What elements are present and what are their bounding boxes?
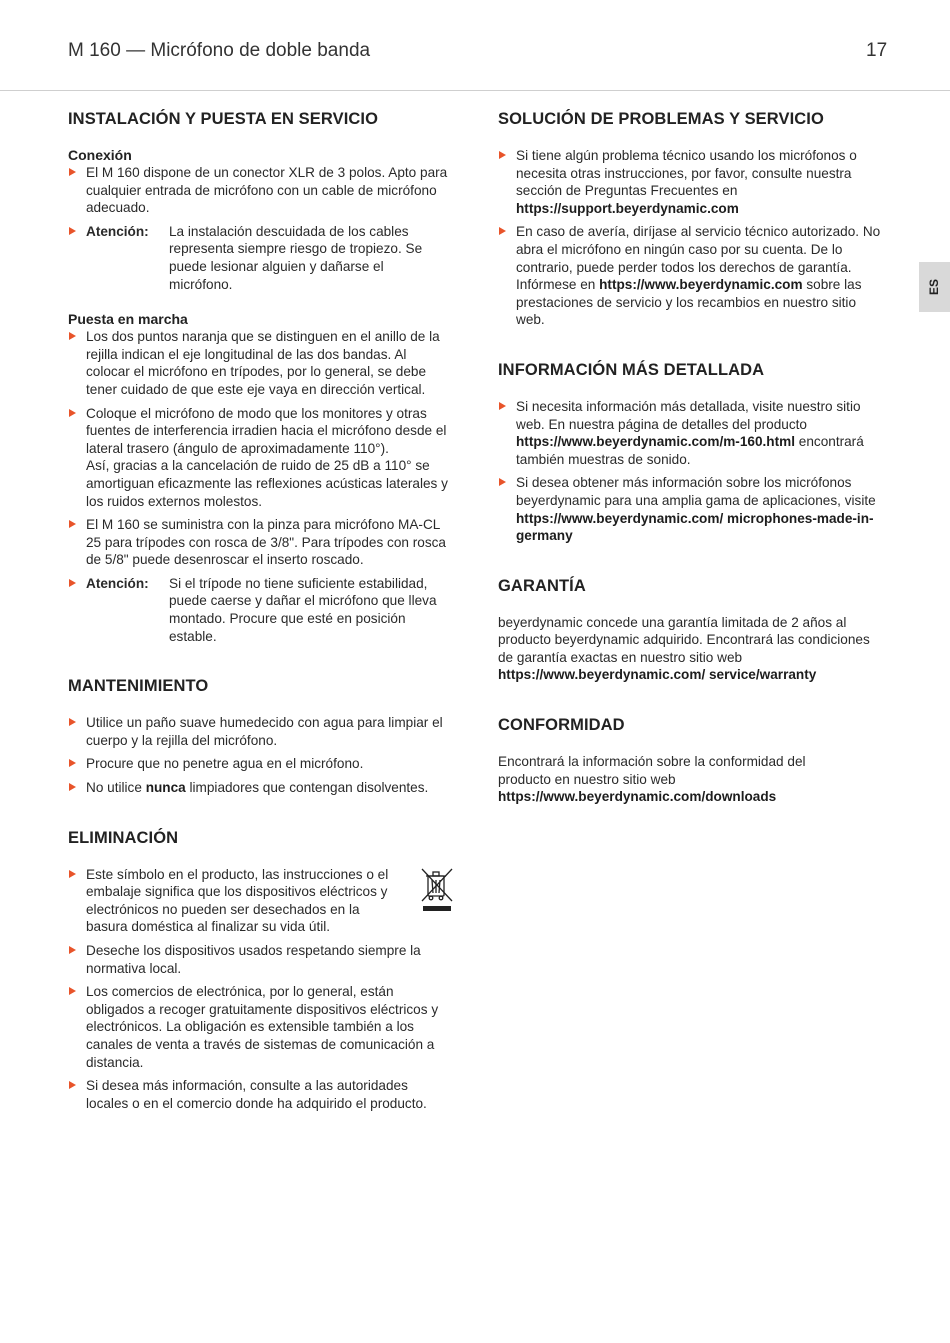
text-fragment: sobre las prestaciones de servicio y los recambios en nuestro sitio web. (516, 277, 862, 328)
subheading-puesta: Puesta en marcha (68, 311, 188, 328)
heading-troubleshooting: SOLUCIÓN DE PROBLEMAS Y SERVICIO (498, 110, 824, 128)
text-fragment: En caso de avería, diríjase al servicio técnico autorizado. No abra el micrófono en ningún caso por su cuenta. De lo contrario, puede perder todos los derechos de garantía. Infórmese en (516, 224, 881, 293)
language-tab (919, 262, 950, 312)
support-link[interactable]: https://support.beyerdynamic.com (516, 200, 739, 216)
list-item: Procure que no penetre agua en el micrófono. (68, 755, 450, 773)
conformity-text (498, 753, 838, 806)
list-item: Los dos puntos naranja que se distinguen en el anillo de la rejilla indican el eje longitudinal de las dos bandas. Al colocar el micrófono en trípodes, por lo general, se debe tener cuidado de que este eje vaya en dirección vertical. (68, 328, 450, 398)
list-item (68, 779, 450, 797)
section-disposal (68, 829, 450, 1113)
right-column (498, 110, 884, 838)
list-conexion (68, 164, 450, 293)
list-item: El M 160 se suministra con la pinza para micrófono MA-CL 25 para trípodes con rosca de 3/8". Para trípodes con rosca de 5/8" puede desenroscar el inserto roscado. (68, 516, 450, 569)
language-tab-label: ES (927, 278, 942, 296)
text-fragment: encontrará también muestras de sonido. (516, 434, 864, 467)
list-item: El M 160 dispone de un conector XLR de 3 polos. Apto para cualquier entrada de micrófono con un cable de micrófono adecuado. (68, 164, 450, 217)
list-item (68, 405, 450, 511)
text-fragment: beyerdynamic concede una garantía limitada de 2 años al producto beyerdynamic adquirido. Encontrará las condiciones de garantía exactas en nuestro sitio web (498, 614, 870, 665)
heading-more-info: INFORMACIÓN MÁS DETALLADA (498, 360, 765, 379)
text-fragment: Si necesita información más detallada, visite nuestro sitio web. En nuestra página de detalles del producto (516, 398, 861, 432)
list-item: Utilice un paño suave humedecido con agua para limpiar el cuerpo y la rejilla del micrófono. (68, 714, 450, 749)
list-maintenance (68, 714, 450, 796)
list-disposal (68, 866, 450, 1113)
subheading-conexion: Conexión (68, 147, 132, 163)
list-item: Si desea más información, consulte a las autoridades locales o en el comercio donde ha adquirido el producto. (68, 1077, 450, 1112)
list-item-warning (68, 223, 450, 293)
heading-disposal: ELIMINACIÓN (68, 828, 179, 847)
document-title: M 160 — Micrófono de doble banda (68, 40, 371, 61)
page-header (0, 0, 950, 91)
list-more-info (498, 398, 884, 545)
left-column (68, 110, 450, 1144)
page-number: 17 (866, 40, 888, 61)
text-fragment: Si tiene algún problema técnico usando los micrófonos o necesita otras instrucciones, por favor, consulte nuestra sección de Preguntas Frecuentes en (516, 148, 857, 199)
list-troubleshooting (498, 147, 884, 329)
text-fragment: No utilice (86, 780, 146, 796)
section-maintenance (68, 677, 450, 796)
list-item: Este símbolo en el producto, las instrucciones o el embalaje significa que los dispositivos eléctricos y electrónicos no pueden ser desechados en la basura doméstica al finalizar su vida útil. (68, 866, 450, 936)
warning-text: Si el trípode no tiene suficiente estabilidad, puede caerse y dañar el micrófono que lleva montado. Procure que esté en posición estable. (169, 575, 437, 644)
website-link[interactable]: https://www.beyerdynamic.com (599, 277, 803, 293)
heading-installation: INSTALACIÓN Y PUESTA EN SERVICIO (68, 110, 379, 128)
section-warranty (498, 577, 884, 684)
list-item-text: Coloque el micrófono de modo que los monitores y otras fuentes de interferencia irradien hacia el micrófono desde el lateral trasero (ángulo de aproximadamente 110°). (86, 405, 447, 456)
warning-label: Atención: (86, 575, 149, 591)
text-fragment: Si desea obtener más información sobre los micrófonos beyerdynamic para una amplia gama de aplicaciones, visite (516, 475, 876, 508)
list-puesta (68, 328, 450, 645)
warranty-link[interactable]: https://www.beyerdynamic.com/ service/warranty (498, 667, 817, 683)
text-fragment: Encontrará la información sobre la conformidad del producto en nuestro sitio web (498, 754, 806, 787)
heading-conformity: CONFORMIDAD (498, 716, 625, 735)
list-item-text: Así, gracias a la cancelación de ruido de 25 dB a 110° se amortiguan eficazmente las reflexiones acústicas laterales y los ruidos externos molestos. (86, 458, 448, 509)
section-installation (68, 110, 450, 645)
product-page-link[interactable]: https://www.beyerdynamic.com/m-160.html (516, 434, 795, 450)
emphasis-text: nunca (145, 780, 186, 796)
warning-text: La instalación descuidada de los cables representa siempre riesgo de tropiezo. Se puede lesionar alguien y dañarse el micrófono. (169, 223, 423, 292)
list-item (498, 398, 884, 468)
list-item: Deseche los dispositivos usados respetando siempre la normativa local. (68, 942, 450, 977)
list-item: Los comercios de electrónica, por lo general, están obligados a recoger gratuitamente dispositivos eléctricos y electrónicos. La obligación es extensible también a los canales de venta a través de sistemas de comunicación a distancia. (68, 983, 450, 1071)
heading-maintenance: MANTENIMIENTO (68, 677, 209, 696)
list-item (498, 223, 884, 329)
list-item (498, 474, 884, 544)
warranty-text (498, 614, 884, 684)
warning-label: Atención: (86, 223, 149, 239)
list-item-warning (68, 575, 450, 645)
heading-warranty: GARANTÍA (498, 576, 586, 595)
downloads-link[interactable]: https://www.beyerdynamic.com/downloads (498, 789, 777, 805)
microphones-link[interactable]: https://www.beyerdynamic.com/ microphones-made-in-germany (516, 510, 874, 544)
text-fragment: limpiadores que contengan disolventes. (185, 780, 429, 796)
section-conformity (498, 716, 884, 806)
section-more-info (498, 361, 884, 545)
section-troubleshooting (498, 110, 884, 329)
list-item (498, 147, 884, 217)
